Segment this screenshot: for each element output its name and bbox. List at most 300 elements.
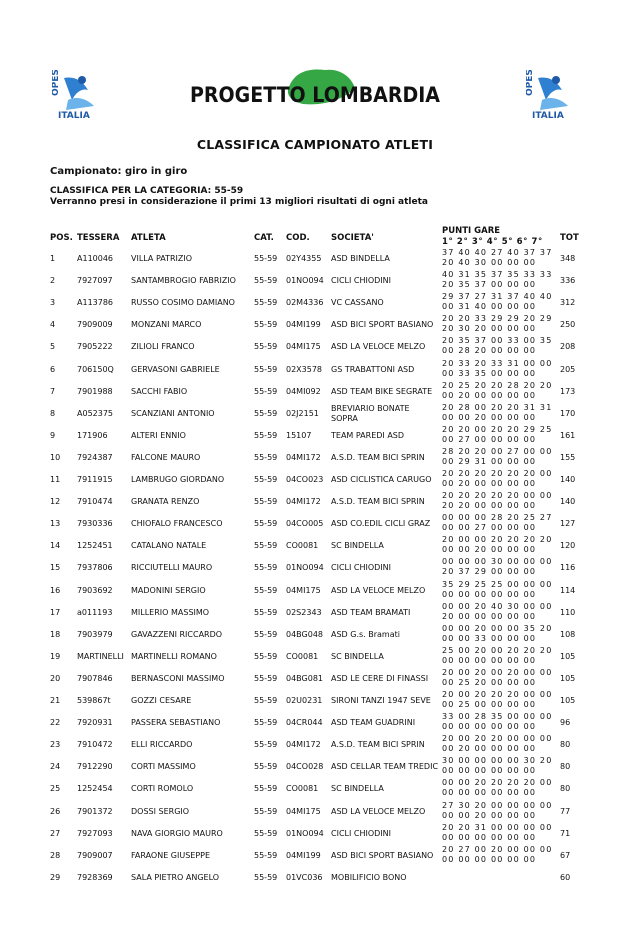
cell-tot: 110 [560, 607, 576, 617]
cell-punti [442, 778, 558, 798]
cell-tessera: 7903979 [77, 629, 113, 639]
cell-societa [331, 491, 439, 513]
cell-tessera: 7927093 [77, 828, 113, 838]
cell-atleta: MONZANI MARCO [131, 320, 202, 330]
table-row [0, 867, 630, 889]
cell-societa-text: CICLI CHIODINI [331, 828, 392, 838]
cell-societa-text: ASD G.s. Bramati [331, 629, 400, 639]
punti-line-1: 25 00 20 00 20 20 20 [442, 645, 553, 655]
punti-line-1: 20 00 20 00 20 00 00 [442, 667, 553, 677]
cell-atleta: MARTINELLI ROMANO [131, 651, 217, 661]
cell-societa [331, 248, 439, 270]
cell-societa-text: A.S.D. TEAM BICI SPRIN [331, 452, 425, 462]
cell-pos: 27 [50, 828, 61, 838]
cell-pos: 21 [50, 696, 61, 705]
punti-line-1: 40 31 35 37 35 33 33 [442, 270, 553, 280]
punti-line-2: 00 20 00 00 00 00 [442, 479, 537, 488]
table-row [0, 602, 630, 624]
punti-line-1: 33 00 28 35 00 00 00 [442, 712, 553, 722]
punti-line-1: 37 40 40 27 40 37 37 [442, 248, 553, 257]
table-row [0, 270, 630, 292]
table-row [0, 292, 630, 314]
cell-tot: 205 [560, 364, 576, 374]
cell-societa [331, 845, 439, 867]
cell-cod: 04MI092 [286, 386, 321, 396]
cell-cod: CO0081 [286, 541, 319, 551]
punti-line-1: 00 00 20 40 30 00 00 [442, 601, 553, 611]
cell-pos: 26 [50, 806, 61, 816]
cell-pos: 20 [50, 673, 61, 683]
opes-text-right: OPES [526, 70, 535, 96]
table-row [0, 712, 630, 734]
cell-cat: 55-59 [254, 585, 278, 595]
punti-line-1: 20 33 20 33 31 00 00 [442, 358, 553, 368]
cell-tot: 80 [560, 740, 571, 750]
punti-line-1: 20 00 00 20 20 20 20 [442, 535, 553, 545]
cell-tessera: 1252451 [77, 541, 113, 551]
cell-punti [442, 690, 558, 710]
cell-societa-text: MOBILIFICIO BONO [331, 872, 407, 882]
cell-societa [331, 712, 439, 734]
cell-societa [331, 646, 439, 668]
document-title: CLASSIFICA CAMPIONATO ATLETI [196, 137, 434, 152]
cell-tot: 105 [560, 673, 576, 683]
cell-cat: 55-59 [254, 276, 278, 286]
cell-pos: 8 [50, 408, 56, 418]
cell-tessera: 7911915 [77, 475, 113, 484]
table-row [0, 778, 630, 800]
cell-atleta: FALCONE MAURO [131, 452, 201, 462]
cell-atleta: ZILIOLI FRANCO [131, 342, 195, 352]
punti-line-2: 00 29 31 00 00 00 [442, 456, 537, 466]
cell-cat: 55-59 [254, 718, 278, 728]
cell-atleta: RICCIUTELLI MAURO [131, 563, 213, 573]
cell-societa-text: A.S.D. TEAM BICI SPRIN [331, 497, 425, 507]
cell-societa [331, 403, 439, 425]
cell-societa-text: GS TRABATTONI ASD [331, 364, 415, 374]
cell-tot: 105 [560, 696, 576, 705]
cell-pos: 28 [50, 850, 61, 860]
cell-punti [442, 734, 558, 754]
table-row [0, 336, 630, 358]
cell-cat: 55-59 [254, 828, 278, 838]
cell-tessera: 7927097 [77, 276, 113, 286]
table-row [0, 535, 630, 557]
cell-societa [331, 668, 439, 690]
punti-line-1: 28 20 20 00 27 00 00 [442, 446, 553, 456]
punti-line-1: 00 00 20 00 00 35 20 [442, 623, 553, 633]
cell-tessera: 7909007 [77, 850, 113, 860]
cell-cod: CO0081 [286, 651, 319, 661]
cell-atleta: NAVA GIORGIO MAURO [131, 828, 223, 838]
punti-line-2: 00 25 20 00 00 00 [442, 677, 537, 687]
punti-line-2: 00 00 00 00 00 00 [442, 832, 537, 842]
cell-tessera: 7920931 [77, 718, 113, 728]
header-tot: TOT [560, 233, 579, 243]
cell-societa-text: ASD CO.EDIL CICLI GRAZ [331, 519, 431, 529]
cell-tessera: 7937806 [77, 563, 113, 573]
cell-tot: 80 [560, 762, 571, 772]
cell-punti [442, 557, 558, 577]
table-row [0, 469, 630, 491]
cell-punti [442, 270, 558, 290]
cell-punti [442, 712, 558, 732]
punti-line-2: 20 35 37 00 00 00 [442, 280, 537, 290]
cell-societa-text: TEAM PAREDI ASD [331, 430, 405, 440]
cell-societa [331, 425, 439, 447]
cell-punti [442, 425, 558, 445]
cell-cod: 02Y4355 [286, 254, 322, 263]
cell-pos: 6 [50, 364, 56, 374]
cell-atleta: PASSERA SEBASTIANO [131, 718, 221, 728]
cell-atleta: BERNASCONI MASSIMO [131, 673, 225, 683]
cell-pos: 11 [50, 475, 61, 484]
table-row [0, 425, 630, 447]
cell-cat: 55-59 [254, 740, 278, 750]
cell-cod: 04MI199 [286, 850, 321, 860]
opes-text-left: OPES [52, 70, 61, 96]
cell-societa-text: VC CASSANO [331, 298, 384, 308]
punti-line-1: 20 20 20 20 20 20 00 [442, 469, 553, 478]
cell-atleta: SCANZIANI ANTONIO [131, 408, 215, 418]
punti-line-1: 20 20 00 20 20 29 25 [442, 424, 553, 434]
opes-italia-logo-right [526, 70, 574, 120]
cell-societa-text: ASD TEAM BIKE SEGRATE [331, 386, 433, 396]
championship-label: Campionato: giro in giro [50, 166, 188, 177]
cell-tessera: 7909009 [77, 320, 113, 330]
cell-tessera: 539867t [77, 696, 111, 705]
cell-pos: 17 [50, 607, 61, 617]
cell-punti [442, 314, 558, 334]
table-row [0, 381, 630, 403]
punti-line-2: 20 30 20 00 00 00 [442, 324, 537, 334]
cell-cod: 04CO023 [286, 475, 324, 484]
cell-tessera: A052375 [77, 408, 114, 418]
cell-tot: 116 [560, 563, 576, 573]
cell-atleta: DOSSI SERGIO [131, 806, 190, 816]
punti-line-2: 00 31 40 00 00 00 [442, 302, 537, 312]
header-pos: POS. [50, 233, 73, 243]
cell-tot: 250 [560, 320, 576, 330]
cell-cat: 55-59 [254, 607, 278, 617]
punti-line-1: 35 29 25 25 00 00 00 [442, 579, 553, 589]
cell-societa [331, 381, 439, 403]
punti-line-1: 29 37 27 31 37 40 40 [442, 292, 553, 302]
cell-cat: 55-59 [254, 696, 278, 705]
punti-line-1: 00 00 00 28 20 25 27 [442, 513, 553, 523]
punti-line-1: 20 00 20 20 00 00 00 [442, 734, 553, 744]
table-row [0, 359, 630, 381]
cell-cat: 55-59 [254, 497, 278, 507]
header-cod: COD. [286, 233, 310, 243]
cell-societa-text: SC BINDELLA [331, 651, 384, 661]
punti-line-2: 20 00 00 00 00 00 [442, 611, 537, 621]
cell-cat: 55-59 [254, 651, 278, 661]
cell-pos: 4 [50, 320, 56, 330]
cell-punti [442, 624, 558, 644]
table-row [0, 646, 630, 668]
cell-cat: 55-59 [254, 408, 278, 418]
progetto-lombardia-logo [183, 66, 447, 116]
cell-tessera: 7901988 [77, 386, 113, 396]
cell-cat: 55-59 [254, 541, 278, 551]
opes-italia-logo-left [52, 70, 100, 120]
table-row [0, 801, 630, 823]
cell-atleta: ALTERI ENNIO [131, 430, 186, 440]
cell-cod: 04BG048 [286, 629, 323, 639]
cell-societa [331, 602, 439, 624]
cell-cod: 04CO005 [286, 519, 324, 529]
punti-line-2: 20 40 30 00 00 00 [442, 258, 537, 267]
cell-societa [331, 447, 439, 469]
cell-cat: 55-59 [254, 342, 278, 352]
table-row [0, 447, 630, 469]
cell-societa [331, 314, 439, 336]
table-row [0, 248, 630, 270]
italia-text-left: ITALIA [58, 111, 90, 120]
cell-atleta: MADONINI SERGIO [131, 585, 206, 595]
cell-cat: 55-59 [254, 298, 278, 308]
cell-atleta: LAMBRUGO GIORDANO [131, 475, 225, 484]
cell-tessera: 7912290 [77, 762, 113, 772]
cell-pos: 2 [50, 276, 56, 286]
cell-atleta: MILLERIO MASSIMO [131, 607, 210, 617]
cell-punti [442, 756, 558, 776]
cell-cod: 02M4336 [286, 298, 324, 308]
cell-cat: 55-59 [254, 872, 278, 882]
header-cat: CAT. [254, 233, 274, 243]
cell-cat: 55-59 [254, 784, 278, 794]
punti-line-2: 00 00 00 00 00 00 [442, 589, 537, 599]
cell-cat: 55-59 [254, 320, 278, 330]
punti-line-2: 00 20 00 00 00 00 [442, 390, 537, 400]
cell-tot: 140 [560, 497, 576, 507]
cell-societa-text: SIRONI TANZI 1947 SEVE [331, 696, 431, 705]
cell-tessera: a011193 [77, 607, 113, 617]
cell-punti [442, 292, 558, 312]
cell-tot: 173 [560, 386, 576, 396]
cell-pos: 16 [50, 585, 61, 595]
cell-tot: 155 [560, 452, 576, 462]
cell-cat: 55-59 [254, 673, 278, 683]
cell-pos: 23 [50, 740, 61, 750]
cell-punti [442, 336, 558, 356]
punti-line-1: 27 30 20 00 00 00 00 [442, 800, 553, 810]
header-societa: SOCIETA' [331, 233, 374, 243]
cell-atleta: CORTI MASSIMO [131, 762, 196, 772]
punti-line-2: 00 27 00 00 00 00 [442, 434, 537, 444]
cell-tessera: A113786 [77, 298, 114, 308]
cell-societa [331, 535, 439, 557]
cell-tot: 114 [560, 585, 576, 595]
cell-societa-text: ASD LA VELOCE MELZO [331, 585, 426, 595]
cell-tot: 336 [560, 276, 576, 286]
punti-line-2: 00 00 33 00 00 00 [442, 633, 537, 643]
cell-cat: 55-59 [254, 806, 278, 816]
cell-punti [442, 535, 558, 555]
cell-pos: 18 [50, 629, 61, 639]
cell-tot: 105 [560, 651, 576, 661]
punti-line-1: 00 00 00 30 00 00 00 [442, 557, 553, 567]
cell-societa-text: ASD CELLAR TEAM TREDIC [331, 762, 439, 772]
cell-societa-text: BREVIARIO BONATE SOPRA [331, 403, 410, 423]
cell-societa-text: ASD CICLISTICA CARUGO [331, 475, 432, 484]
cell-tessera: 7903692 [77, 585, 113, 595]
cell-tessera: 7901372 [77, 806, 113, 816]
cell-tot: 77 [560, 806, 571, 816]
cell-cod: 04BG081 [286, 673, 323, 683]
cell-societa-text: ASD TEAM BRAMATI [331, 607, 411, 617]
table-row [0, 403, 630, 425]
header-tessera: TESSERA [77, 233, 120, 243]
cell-tot: 140 [560, 475, 576, 484]
punti-line-1: 30 00 00 00 00 30 20 [442, 756, 553, 766]
cell-societa [331, 359, 439, 381]
cell-cod: 04MI175 [286, 342, 321, 352]
cell-pos: 24 [50, 762, 61, 772]
punti-line-1: 20 27 00 20 00 00 00 [442, 844, 553, 854]
punti-line-2: 00 00 00 00 00 00 [442, 722, 537, 732]
cell-atleta: VILLA PATRIZIO [131, 254, 193, 263]
cell-tessera: 7910474 [77, 497, 113, 507]
punti-line-2: 00 00 20 00 00 00 [442, 810, 537, 820]
cell-societa-text: SC BINDELLA [331, 784, 384, 794]
cell-pos: 29 [50, 872, 61, 882]
cell-punti [442, 845, 558, 865]
punti-line-1: 20 00 20 20 20 00 00 [442, 690, 553, 699]
cell-punti [442, 668, 558, 688]
cell-pos: 25 [50, 784, 61, 794]
cell-tessera: 7924387 [77, 452, 113, 462]
table-row [0, 580, 630, 602]
cell-pos: 1 [50, 254, 56, 263]
cell-tot: 60 [560, 872, 571, 882]
punti-line-2: 00 00 27 00 00 00 [442, 523, 537, 533]
cell-tessera: MARTINELLI [77, 651, 124, 661]
punti-line-1: 20 20 33 29 29 20 29 [442, 314, 553, 324]
punti-line-2: 00 28 20 00 00 00 [442, 346, 537, 356]
punti-line-2: 00 20 00 00 00 00 [442, 744, 537, 754]
cell-tot: 71 [560, 828, 571, 838]
cell-societa-text: ASD LE CERE DI FINASSI [331, 673, 429, 683]
cell-tot: 67 [560, 850, 571, 860]
cell-pos: 12 [50, 497, 61, 507]
cell-atleta: GRANATA RENZO [131, 497, 200, 507]
cell-tot: 170 [560, 408, 576, 418]
cell-atleta: CATALANO NATALE [131, 541, 207, 551]
cell-pos: 22 [50, 718, 61, 728]
cell-atleta: GAVAZZENI RICCARDO [131, 629, 223, 639]
cell-tessera: 7928369 [77, 872, 113, 882]
punti-line-1: 20 20 20 20 20 00 00 [442, 491, 553, 501]
cell-atleta: ELLI RICCARDO [131, 740, 193, 750]
selection-note: Verranno presi in considerazione il primi 13 migliori risultati di ogni atleta [50, 197, 428, 207]
cell-tot: 161 [560, 430, 576, 440]
cell-cat: 55-59 [254, 762, 278, 772]
cell-cod: 01NO094 [286, 276, 324, 286]
cell-punti [442, 447, 558, 467]
cell-societa [331, 756, 439, 778]
cell-atleta: FARAONE GIUSEPPE [131, 850, 211, 860]
cell-atleta: RUSSO COSIMO DAMIANO [131, 298, 235, 308]
cell-societa-text: ASD BICI SPORT BASIANO [331, 850, 434, 860]
punti-line-1: 20 35 37 00 33 00 35 [442, 336, 553, 346]
cell-cod: 02S2343 [286, 607, 322, 617]
cell-tot: 127 [560, 519, 576, 529]
cell-societa [331, 557, 439, 579]
cell-cod: 04MI172 [286, 497, 321, 507]
cell-atleta: SANTAMBROGIO FABRIZIO [131, 276, 236, 286]
cell-tessera: 7905222 [77, 342, 113, 352]
cell-punti [442, 823, 558, 843]
cell-cat: 55-59 [254, 563, 278, 573]
punti-line-1: 20 28 00 20 20 31 31 [442, 402, 553, 412]
cell-pos: 14 [50, 541, 61, 551]
cell-societa [331, 690, 439, 712]
cell-cod: 02J2151 [286, 408, 319, 418]
punti-line-2: 00 00 00 00 00 00 [442, 854, 537, 864]
cell-societa-text: ASD LA VELOCE MELZO [331, 806, 426, 816]
cell-societa-text: CICLI CHIODINI [331, 276, 392, 286]
cell-tessera: A110046 [77, 254, 114, 263]
progetto-lombardia-title: PROGETTO LOMBARDIA [190, 83, 441, 107]
cell-cod: 04MI175 [286, 585, 321, 595]
cell-atleta: SALA PIETRO ANGELO [131, 872, 220, 882]
cell-cat: 55-59 [254, 254, 278, 263]
cell-atleta: CORTI ROMOLO [131, 784, 194, 794]
cell-societa [331, 292, 439, 314]
cell-societa [331, 513, 439, 535]
cell-cat: 55-59 [254, 386, 278, 396]
cell-pos: 13 [50, 519, 61, 529]
cell-cat: 55-59 [254, 850, 278, 860]
cell-societa-text: ASD BINDELLA [331, 254, 390, 263]
cell-societa-text: CICLI CHIODINI [331, 563, 392, 573]
punti-line-2: 00 00 20 00 00 00 [442, 545, 537, 555]
cell-pos: 15 [50, 563, 61, 573]
cell-tot: 96 [560, 718, 571, 728]
cell-atleta: CHIOFALO FRANCESCO [131, 519, 223, 529]
header-punti-gare: PUNTI GARE [442, 226, 501, 236]
punti-line-2: 20 20 00 00 00 00 [442, 501, 537, 511]
cell-pos: 10 [50, 452, 61, 462]
table-row [0, 513, 630, 535]
cell-societa [331, 336, 439, 358]
cell-societa [331, 823, 439, 845]
cell-punti [442, 801, 558, 821]
cell-societa-text: A.S.D. TEAM BICI SPRIN [331, 740, 425, 750]
punti-line-2: 00 00 00 00 00 00 [442, 788, 537, 798]
cell-cod: 04MI172 [286, 452, 321, 462]
cell-cod: 01NO094 [286, 563, 324, 573]
punti-line-1: 00 00 20 20 20 20 00 [442, 778, 553, 788]
cell-punti [442, 248, 558, 268]
cell-atleta: GERVASONI GABRIELE [131, 364, 220, 374]
cell-cat: 55-59 [254, 629, 278, 639]
cell-tot: 80 [560, 784, 571, 794]
cell-societa-text: ASD LA VELOCE MELZO [331, 342, 426, 352]
cell-tessera: 171906 [77, 430, 108, 440]
header-gare-numbers: 1° 2° 3° 4° 5° 6° 7° [442, 237, 543, 247]
cell-tot: 208 [560, 342, 576, 352]
category-block [50, 186, 428, 208]
cell-punti [442, 381, 558, 401]
cell-pos: 9 [50, 430, 56, 440]
cell-cod: 01VC036 [286, 872, 323, 882]
punti-line-2: 00 25 00 00 00 00 [442, 700, 537, 709]
cell-societa [331, 469, 439, 491]
cell-punti [442, 403, 558, 423]
